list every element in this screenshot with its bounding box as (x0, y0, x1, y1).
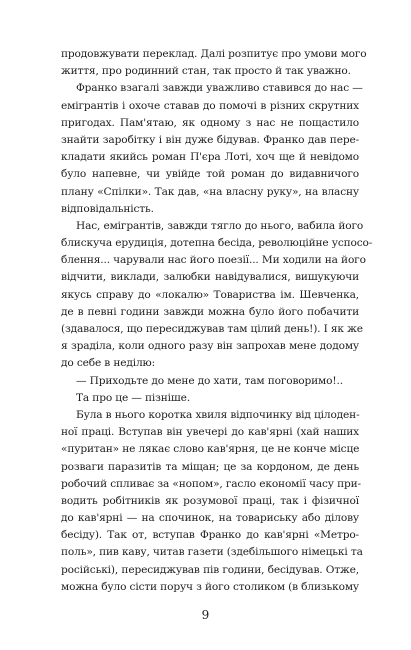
text-line: якусь справу до «локалю» Товариства ім. Шевченка, (61, 288, 359, 301)
text-line: емігрантів і охоче ставав до помочі в різних скрутних (61, 99, 359, 112)
text-line: знайти заробітку і він дуже бідував. Франко дав пере- (61, 133, 359, 146)
text-line: де в певні години завжди можна було його побачити (61, 305, 359, 318)
text-line: я зраділа, коли одного разу він запрохав мене додому (61, 340, 359, 353)
text-line: відчити, виклади, залюбки навідувалися, вишукуючи (61, 271, 359, 284)
text-line: (здавалося, що пересиджував там цілий день!). І як же (61, 323, 363, 335)
text-line: розваги паразитів та міщан; це за кордоном, де день (61, 460, 359, 473)
text-line: до себе в неділю: (61, 357, 156, 370)
text-line: плану «Спілки». Так дав, «на власну руку», на власну (61, 185, 359, 198)
text-line: до кав'ярні — на спочинок, на товариську або ділову (61, 512, 359, 525)
text-line: Нас, емігрантів, завжди тягло до нього, вабила його (76, 219, 364, 232)
text-line: робочий спливає за «нопом», гасло економії часу при- (61, 477, 361, 490)
text-line: можна було сісти поруч з його столиком (в близькому (61, 580, 360, 593)
text-line: відповідальність. (61, 202, 154, 215)
text-line: блискуча ерудиція, дотепна бесіда, революційне успосо- (61, 237, 373, 250)
text-line: водить робітників як розумової праці, так і фізичної (61, 494, 359, 507)
text-line: пригодах. Пам'ятаю, як одному з нас не пощастило (61, 116, 359, 129)
text-line: продовжувати переклад. Далі розпитує про умови мого (61, 48, 367, 60)
text-line: кладати якийсь роман П'єра Лоті, хоч ще й невідомо (61, 151, 359, 164)
text-line: — Приходьте до мене до хати, там поговоримо!.. (76, 374, 343, 387)
text-line: Була в нього коротка хвиля відпочинку від цілоден- (76, 408, 360, 421)
text-line: життя, про родинний стан, так просто й так уважно. (61, 65, 351, 78)
text-line: було напевне, чи увійде той роман до видавничого (61, 168, 359, 181)
text-line: «пуритан» не лякає слово кав'ярня, це не конче місце (61, 443, 360, 456)
text-line: російські), пересиджував пів години, бесідував. Отже, (61, 563, 359, 576)
text-line: Та про це — пізніше. (76, 391, 190, 404)
text-line: блення... чарували нас його поезії... Ми ходили на його (61, 254, 366, 267)
page-number: 9 (201, 608, 210, 622)
body-text (61, 46, 373, 596)
text-line: поль», пив каву, читав газети (здебільшого німецькі та (61, 546, 363, 559)
text-line: ної праці. Вступав він увечері до кав'ярні (хай наших (61, 426, 359, 439)
text-line: Франко взагалі завжди уважливо ставився до нас — (76, 82, 363, 95)
text-line: бесіду). Так от, вступав Франко до кав'ярні «Метро- (61, 529, 359, 542)
